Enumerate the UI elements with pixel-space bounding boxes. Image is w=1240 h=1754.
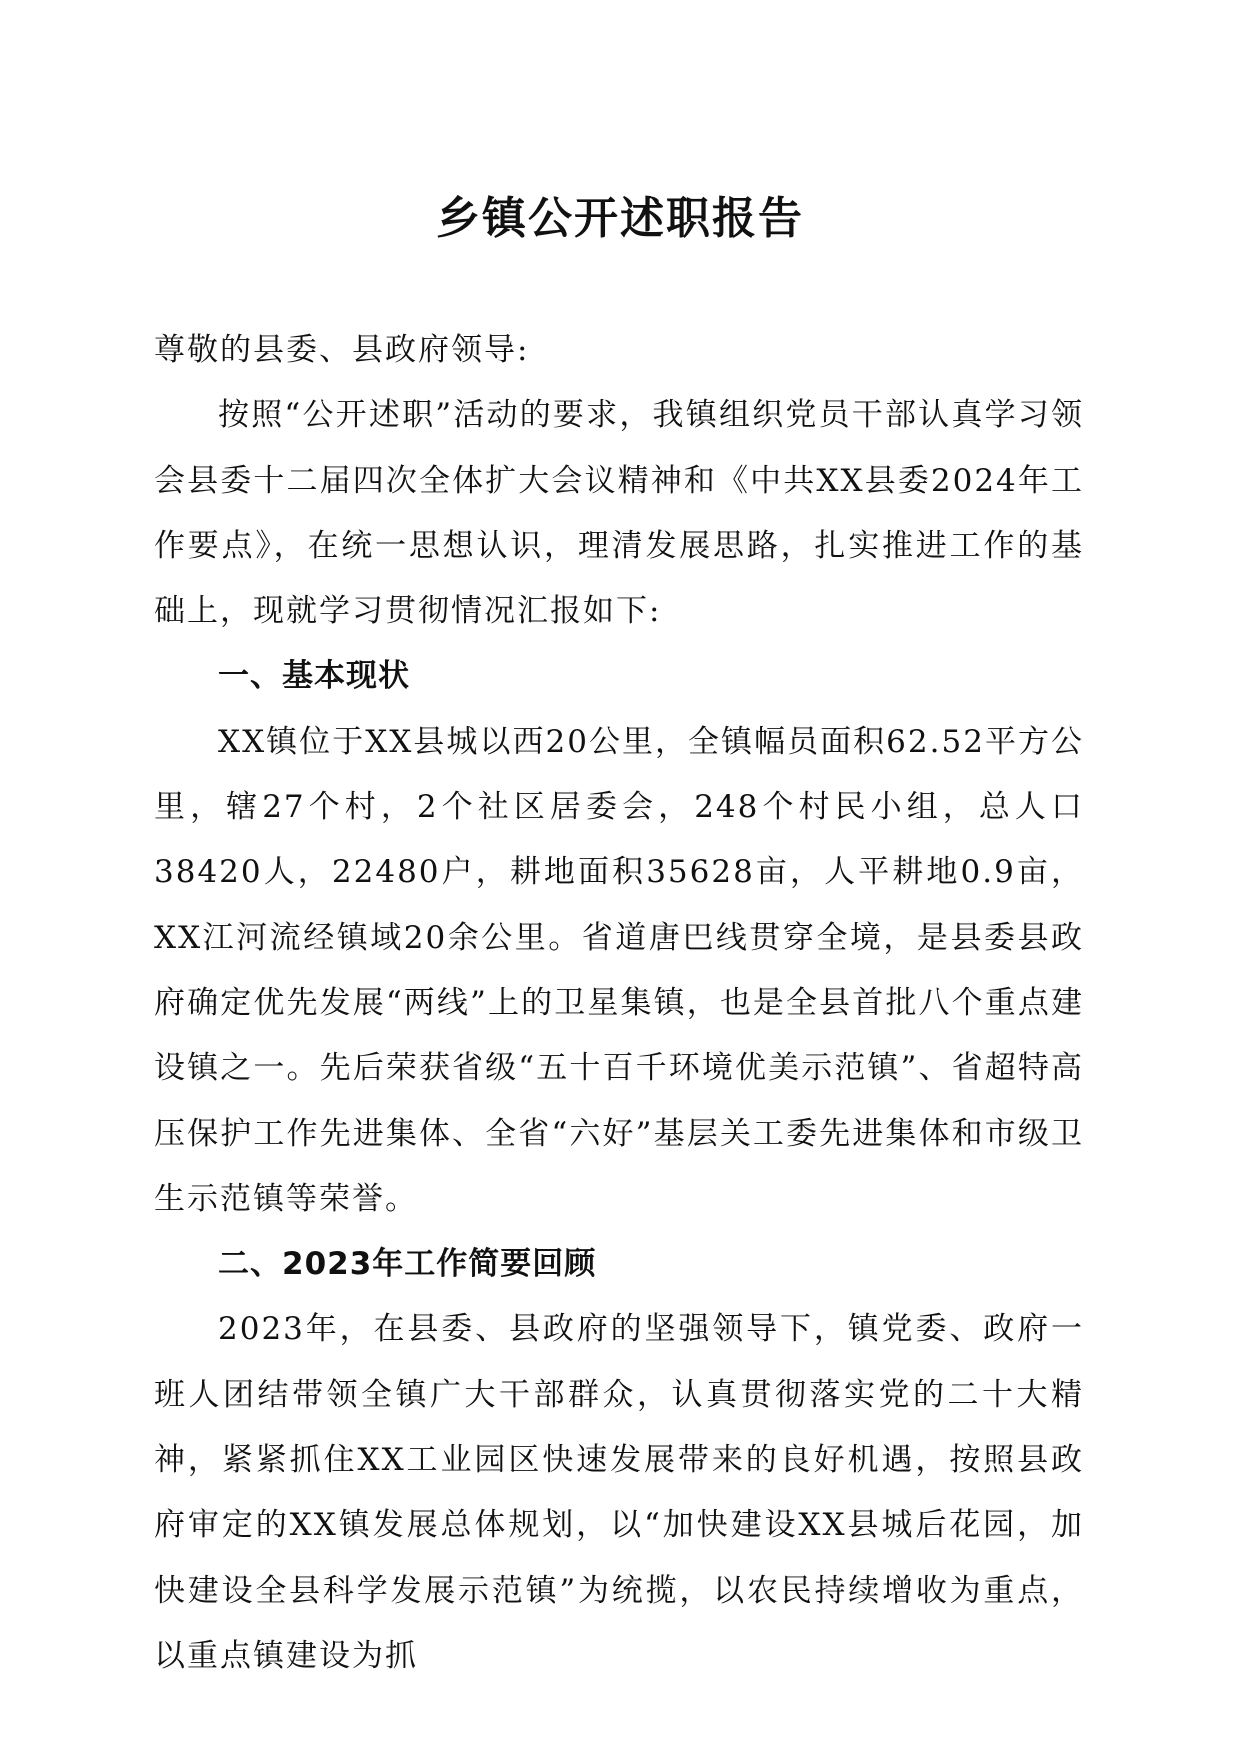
- salutation: 尊敬的县委、县政府领导:: [154, 332, 530, 368]
- section-paragraph-2: 2023年，在县委、县政府的坚强领导下，镇党委、政府一班人团结带领全镇广大干部群众，认真贯彻落实党的二十大精神，紧紧抓住XX工业园区快速发展带来的良好机遇，按照县政府审定的XX镇发展总体规划，以“加快建设XX县城后花园，加快建设全县科学发展示范镇”为统揽，以农民持续增收为重点，以重点镇建设为抓: [154, 1311, 1084, 1674]
- page-title: 乡镇公开述职报告: [436, 193, 804, 244]
- document-body: [154, 318, 1084, 1689]
- intro-paragraph: 按照“公开述职”活动的要求，我镇组织党员干部认真学习领会县委十二届四次全体扩大会议精神和《中共XX县委2024年工作要点》，在统一思想认识，理清发展思路，扎实推进工作的基础上，现就学习贯彻情况汇报如下:: [154, 397, 1084, 630]
- section-heading-2: 二、2023年工作简要回顾: [218, 1246, 597, 1283]
- section-heading-1: 一、基本现状: [218, 658, 410, 695]
- section-paragraph-1: XX镇位于XX县城以西20公里，全镇幅员面积62.52平方公里，辖27个村，2个社区居委会，248个村民小组，总人口38420人，22480户，耕地面积35628亩，人平耕地0.9亩，XX江河流经镇域20余公里。省道唐巴线贯穿全境，是县委县政府确定优先发展“两线”上的卫星集镇，也是全县首批八个重点建设镇之一。先后荣获省级“五十百千环境优美示范镇”、省超特高压保护工作先进集体、全省“六好”基层关工委先进集体和市级卫生示范镇等荣誉。: [154, 723, 1084, 1217]
